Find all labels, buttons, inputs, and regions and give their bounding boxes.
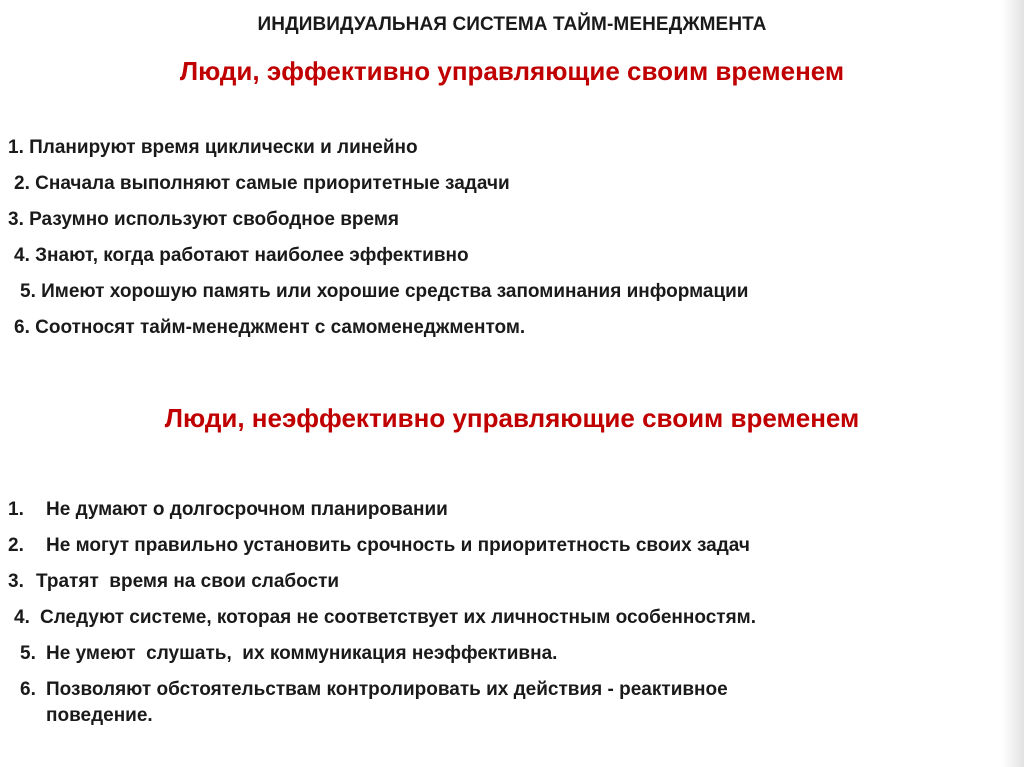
effective-item-5: 5. Имеют хорошую память или хорошие средства запоминания информации <box>20 281 749 302</box>
page-title: ИНДИВИДУАЛЬНАЯ СИСТЕМА ТАЙМ-МЕНЕДЖМЕНТА <box>257 14 767 35</box>
effective-item-1: 1. Планируют время циклически и линейно <box>8 137 418 158</box>
edge-shade <box>1002 0 1024 767</box>
ineffective-item-2 <box>8 533 750 559</box>
effective-heading: Люди, эффективно управляющие своим временем <box>179 56 845 86</box>
item-text-continuation: поведение. <box>46 705 153 726</box>
ineffective-item-3 <box>8 569 339 595</box>
ineffective-item-1 <box>8 497 448 523</box>
ineffective-item-4 <box>14 605 756 631</box>
item-number: 3. <box>8 571 24 592</box>
item-text: Следуют системе, которая не соответствует их личностным особенностям. <box>40 607 757 628</box>
ineffective-heading: Люди, неэффективно управляющие своим временем <box>164 403 860 433</box>
effective-item-4: 4. Знают, когда работают наиболее эффективно <box>14 245 469 266</box>
item-number: 1. <box>8 499 24 520</box>
item-text: Не могут правильно установить срочность и приоритетность своих задач <box>46 535 750 556</box>
effective-item-2: 2. Сначала выполняют самые приоритетные задачи <box>14 173 510 194</box>
item-text: Позволяют обстоятельствам контролировать их действия - реактивное <box>46 679 728 700</box>
item-number: 6. <box>20 679 36 700</box>
ineffective-item-5 <box>20 641 557 667</box>
item-text: Не думают о долгосрочном планировании <box>46 499 448 520</box>
item-number: 4. <box>14 607 30 628</box>
item-text: Не умеют слушать, их коммуникация неэффективна. <box>46 643 558 664</box>
effective-item-6: 6. Соотносят тайм-менеджмент с самоменеджментом. <box>14 317 526 338</box>
effective-item-3: 3. Разумно используют свободное время <box>8 209 399 230</box>
item-number: 5. <box>20 643 36 664</box>
ineffective-item-6 <box>20 677 728 729</box>
item-text: Тратят время на свои слабости <box>36 571 340 592</box>
item-number: 2. <box>8 535 24 556</box>
